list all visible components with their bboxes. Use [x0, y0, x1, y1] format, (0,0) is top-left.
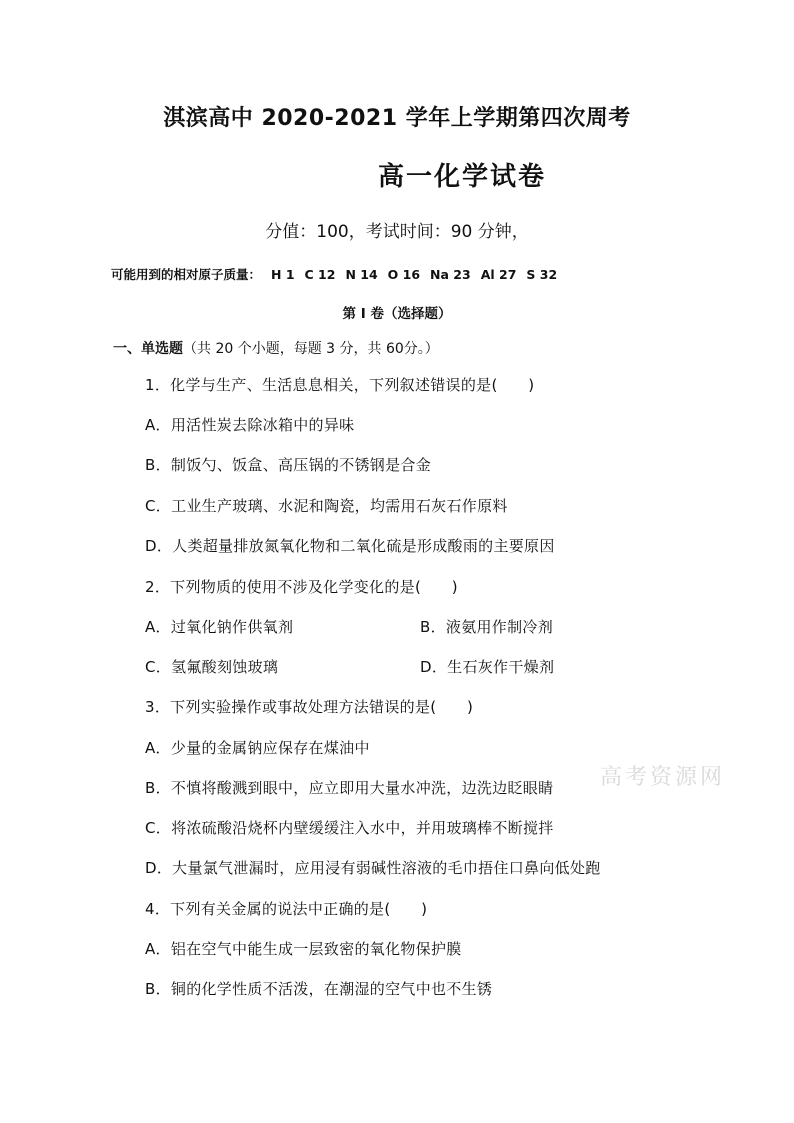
question-stem: 3．下列实验操作或事故处理方法错误的是( )	[145, 698, 474, 716]
question-option: B．不慎将酸溅到眼中，应立即用大量水冲洗，边洗边眨眼睛	[145, 779, 554, 797]
question-option: A．铝在空气中能生成一层致密的氧化物保护膜	[145, 940, 462, 958]
question-stem: 1．化学与生产、生活息息相关，下列叙述错误的是( )	[145, 376, 535, 394]
question-option: D．人类超量排放氮氧化物和二氧化硫是形成酸雨的主要原因	[145, 537, 555, 555]
question-option: B．液氨用作制冷剂	[420, 618, 553, 636]
question-option: C．氢氟酸刻蚀玻璃	[145, 658, 279, 676]
element-mass: S 32	[526, 267, 558, 282]
question-stem: 4．下列有关金属的说法中正确的是( )	[145, 900, 428, 918]
element-mass: C 12	[304, 267, 336, 282]
question-option: A．过氧化钠作供氧剂	[145, 618, 294, 636]
element-mass: O 16	[387, 267, 421, 282]
score-info: 分值：100，考试时间：90 分钟，	[265, 222, 529, 242]
question-option: C．工业生产玻璃、水泥和陶瓷，均需用石灰石作原料	[145, 497, 508, 515]
atomic-masses	[111, 265, 557, 283]
exam-subtitle: 高一化学试卷	[378, 162, 547, 192]
element-mass: Na 23	[430, 267, 471, 282]
part-label: 一、单选题	[113, 341, 183, 357]
question-option: D．生石灰作干燥剂	[420, 658, 555, 676]
section-title: 第 Ⅰ 卷（选择题）	[342, 306, 452, 322]
part-note: （共 20 个小题，每题 3 分，共 60分。）	[183, 341, 439, 357]
element-mass: H 1	[271, 267, 295, 282]
atomic-masses-label: 可能用到的相对原子质量：	[111, 267, 262, 282]
question-stem: 2．下列物质的使用不涉及化学变化的是( )	[145, 578, 458, 596]
exam-title: 淇滨高中 2020-2021 学年上学期第四次周考	[163, 106, 631, 131]
question-option: D．大量氯气泄漏时，应用浸有弱碱性溶液的毛巾捂住口鼻向低处跑	[145, 859, 601, 877]
question-option: C．将浓硫酸沿烧杯内壁缓缓注入水中，并用玻璃棒不断搅拌	[145, 819, 554, 837]
element-mass: Al 27	[480, 267, 517, 282]
part-heading	[113, 338, 439, 358]
element-mass: N 14	[345, 267, 378, 282]
question-option: A．少量的金属钠应保存在煤油中	[145, 739, 370, 757]
question-option: A．用活性炭去除冰箱中的异味	[145, 416, 355, 434]
watermark: 高考资源网	[600, 765, 726, 790]
question-option: B．铜的化学性质不活泼，在潮湿的空气中也不生锈	[145, 980, 493, 998]
question-option: B．制饭勺、饭盒、高压锅的不锈钢是合金	[145, 456, 431, 474]
